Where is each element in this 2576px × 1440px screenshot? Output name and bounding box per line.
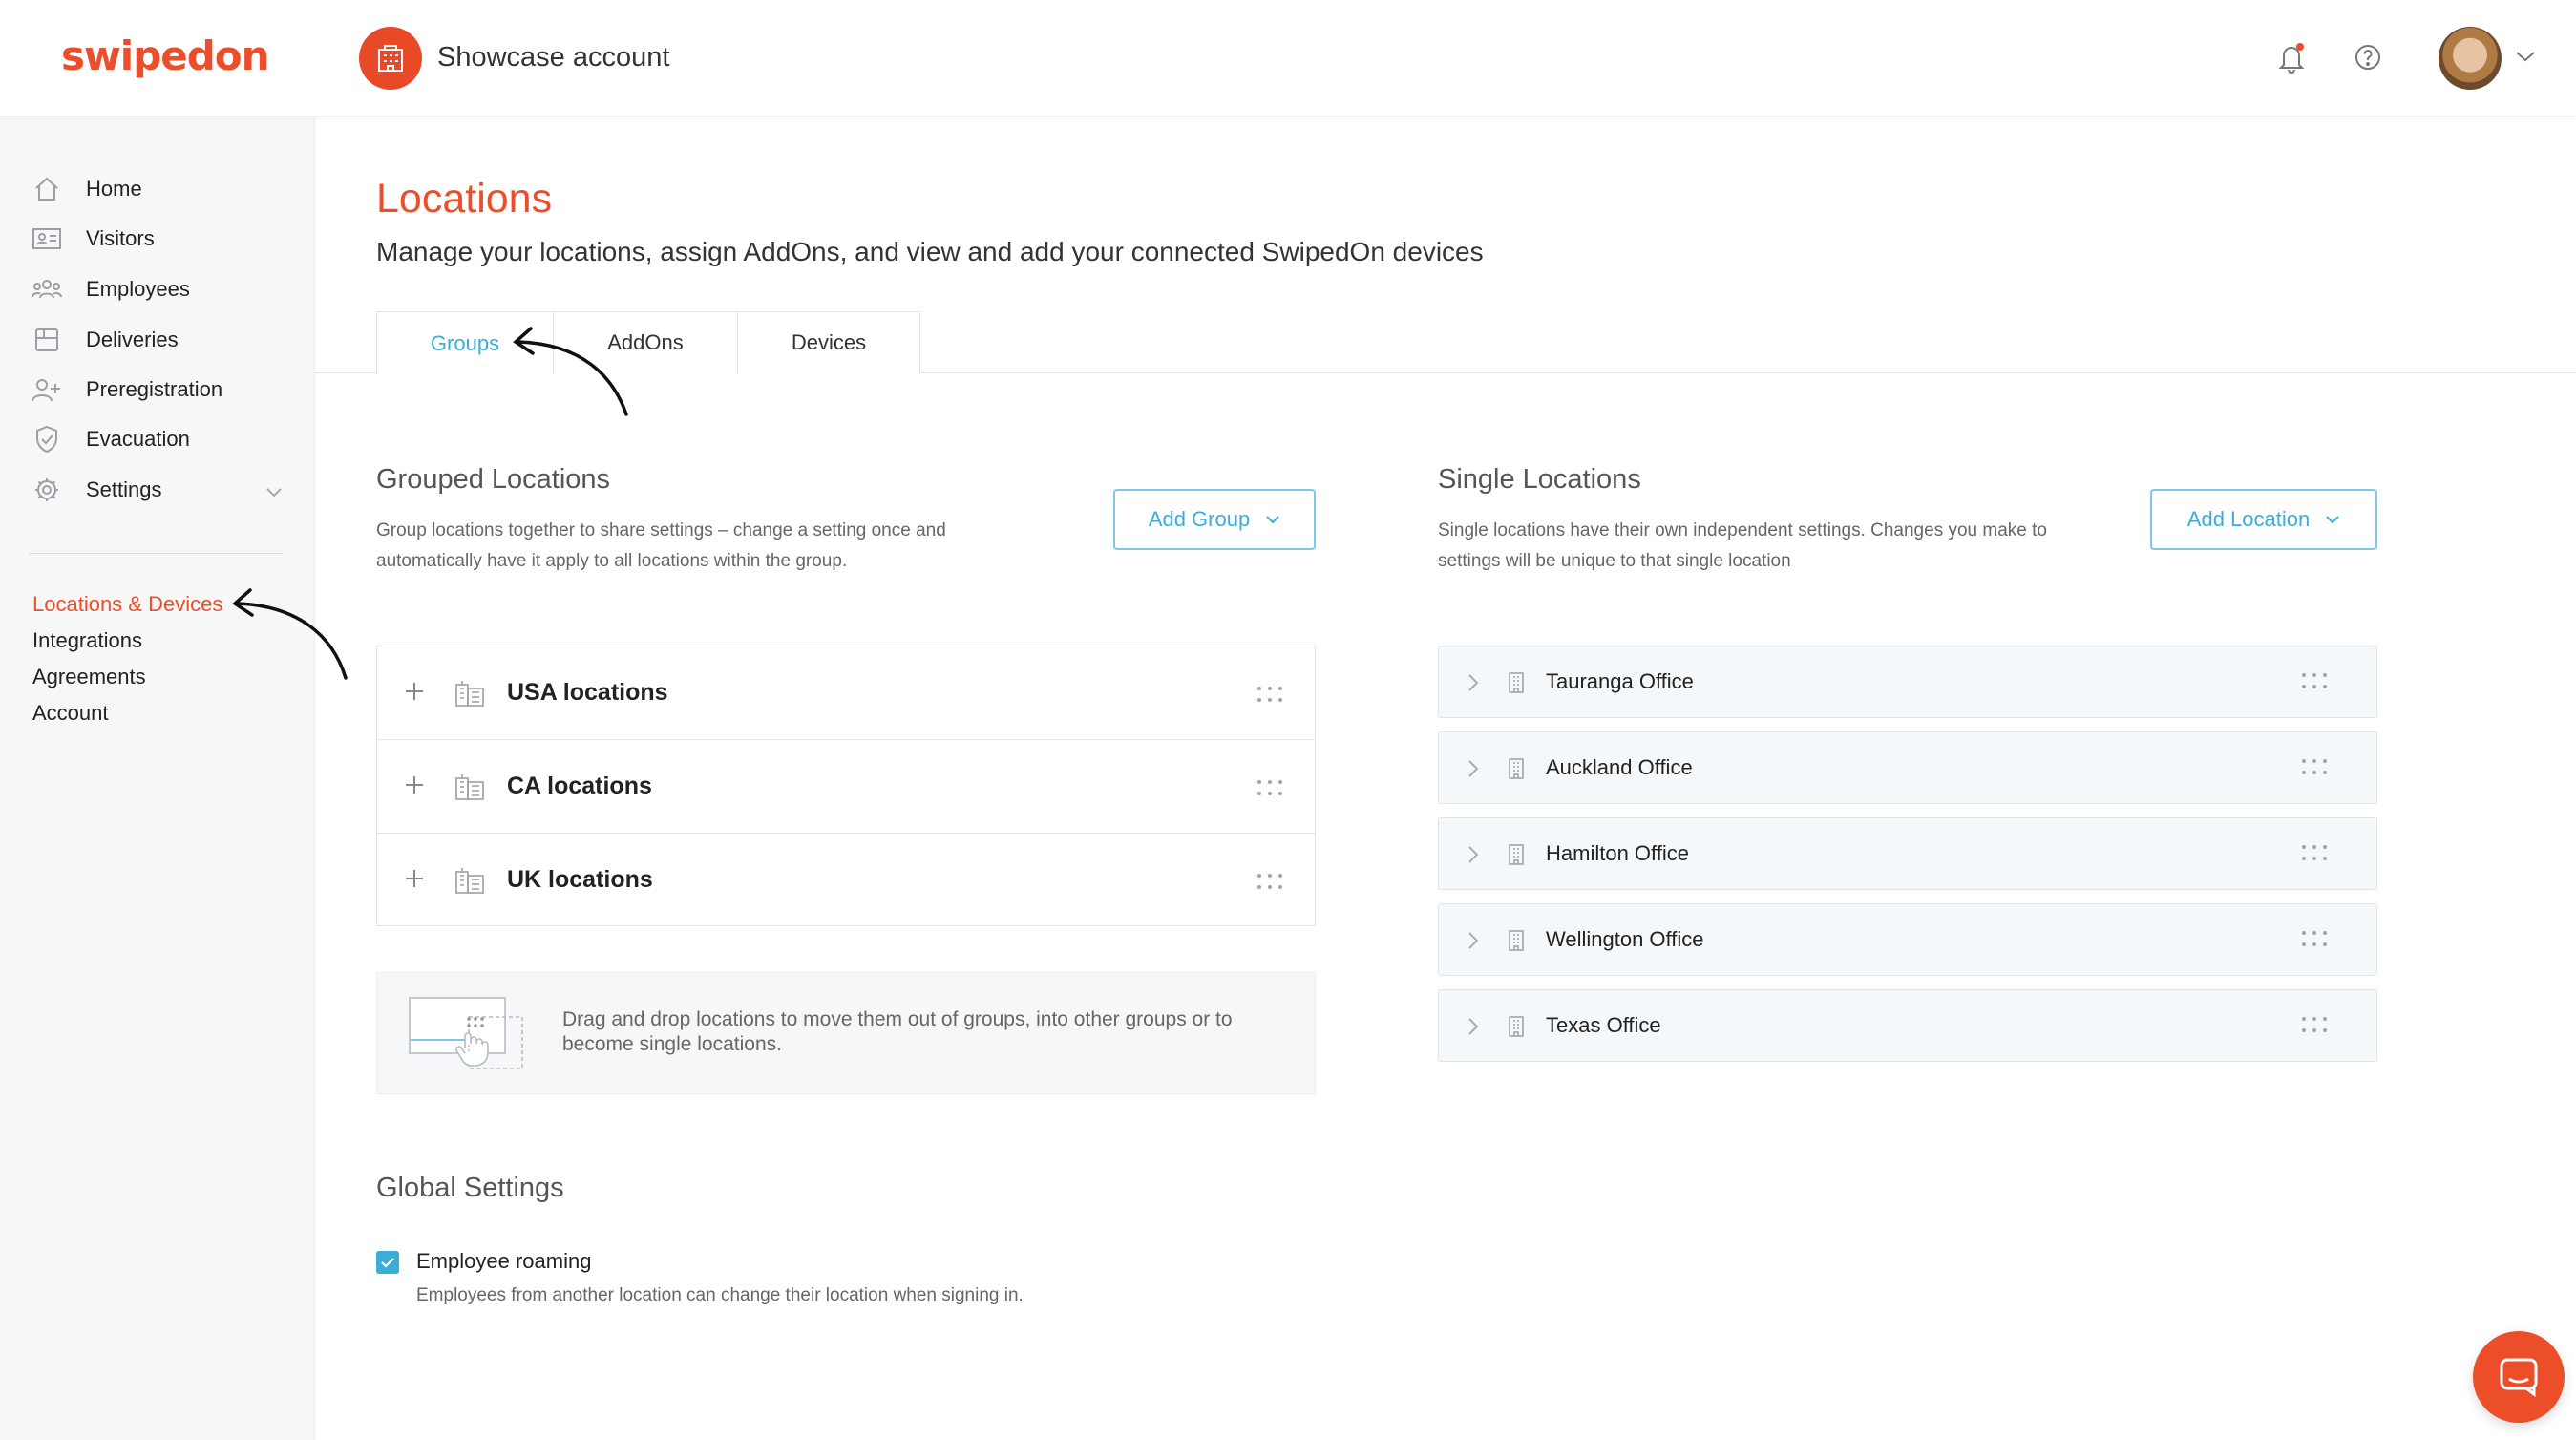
id-card-icon xyxy=(31,224,63,253)
sidebar-item-label: Visitors xyxy=(86,226,155,250)
building-icon[interactable] xyxy=(359,27,422,90)
location-name: Tauranga Office xyxy=(1546,669,1694,693)
single-locations-description xyxy=(1438,516,2125,577)
location-row-tauranga[interactable] xyxy=(1438,646,2377,718)
group-name: USA locations xyxy=(507,679,668,706)
page-title: Locations xyxy=(376,176,553,222)
description-line: automatically have it apply to all locations within the group. xyxy=(376,551,848,571)
sidebar-item-settings[interactable] xyxy=(31,471,162,509)
drag-handle-icon[interactable] xyxy=(2302,1017,2329,1036)
sidebar-item-employees[interactable] xyxy=(31,270,190,308)
description-line: Single locations have their own independent settings. Changes you make to xyxy=(1438,520,2047,540)
group-row-uk[interactable] xyxy=(377,834,1315,927)
chevron-right-icon[interactable] xyxy=(1467,845,1479,864)
swipedon-logo[interactable]: swipedon xyxy=(61,32,269,79)
location-row-hamilton[interactable] xyxy=(1438,817,2377,890)
sidebar-link-account[interactable]: Account xyxy=(32,701,109,725)
drag-drop-illustration-icon xyxy=(408,994,530,1074)
bell-icon[interactable] xyxy=(2276,42,2307,74)
group-row-ca[interactable] xyxy=(377,740,1315,834)
sidebar-item-label: Employees xyxy=(86,277,190,301)
chevron-down-icon xyxy=(2325,515,2340,524)
sidebar-item-label: Home xyxy=(86,177,142,201)
group-list xyxy=(376,646,1316,926)
drag-handle-icon[interactable] xyxy=(1257,780,1284,799)
tab-devices[interactable]: Devices xyxy=(737,311,920,373)
location-row-auckland[interactable] xyxy=(1438,731,2377,804)
gear-icon xyxy=(31,476,63,504)
location-name: Wellington Office xyxy=(1546,927,1704,951)
sidebar-item-preregistration[interactable] xyxy=(31,371,222,409)
sidebar-item-home[interactable] xyxy=(31,170,142,208)
expand-plus-icon[interactable] xyxy=(404,681,425,702)
chevron-down-icon[interactable] xyxy=(265,487,283,498)
building-icon xyxy=(1508,671,1525,694)
shield-icon xyxy=(31,425,63,454)
building-icon xyxy=(1508,757,1525,780)
user-plus-icon xyxy=(31,375,63,404)
chevron-right-icon[interactable] xyxy=(1467,1017,1479,1036)
page-subtitle: Manage your locations, assign AddOns, and view and add your connected SwipedOn devices xyxy=(376,237,1484,266)
account-name[interactable]: Showcase account xyxy=(437,42,670,73)
drag-drop-hint xyxy=(376,972,1316,1094)
chat-launcher-button[interactable] xyxy=(2473,1331,2565,1423)
building-icon xyxy=(1508,843,1525,866)
employee-roaming-checkbox[interactable] xyxy=(376,1251,399,1274)
sidebar-item-evacuation[interactable] xyxy=(31,420,190,458)
chevron-right-icon[interactable] xyxy=(1467,673,1479,692)
group-name: UK locations xyxy=(507,866,653,893)
sidebar-item-label: Evacuation xyxy=(86,427,190,451)
sidebar-link-agreements[interactable]: Agreements xyxy=(32,665,146,688)
expand-plus-icon[interactable] xyxy=(404,868,425,889)
sidebar-divider xyxy=(29,553,283,554)
sidebar xyxy=(0,116,315,1440)
drag-handle-icon[interactable] xyxy=(2302,759,2329,778)
group-name: CA locations xyxy=(507,773,652,799)
expand-plus-icon[interactable] xyxy=(404,774,425,795)
sidebar-item-visitors[interactable] xyxy=(31,220,155,258)
chevron-down-icon[interactable] xyxy=(2515,50,2536,63)
add-location-label: Add Location xyxy=(2186,507,2311,531)
grouped-locations-title: Grouped Locations xyxy=(376,464,611,495)
drag-handle-icon[interactable] xyxy=(1257,687,1284,706)
tab-groups[interactable]: Groups xyxy=(376,311,554,374)
building-icon xyxy=(454,773,486,801)
chevron-down-icon xyxy=(1265,515,1280,524)
avatar[interactable] xyxy=(2439,27,2502,90)
tab-addons[interactable]: AddOns xyxy=(553,311,738,373)
description-line: settings will be unique to that single location xyxy=(1438,551,1791,571)
single-locations-title: Single Locations xyxy=(1438,464,1641,495)
drag-handle-icon[interactable] xyxy=(2302,845,2329,864)
drag-drop-hint-text: Drag and drop locations to move them out of groups, into other groups or to become single locations. xyxy=(562,1008,1233,1055)
sidebar-item-deliveries[interactable] xyxy=(31,321,179,359)
building-icon xyxy=(1508,929,1525,952)
top-bar xyxy=(0,0,2576,116)
people-icon xyxy=(31,275,63,304)
building-icon xyxy=(454,866,486,895)
help-icon[interactable] xyxy=(2353,42,2383,73)
chevron-right-icon[interactable] xyxy=(1467,759,1479,778)
location-name: Texas Office xyxy=(1546,1013,1661,1037)
sidebar-item-label: Settings xyxy=(86,477,162,501)
building-icon xyxy=(1508,1015,1525,1038)
location-name: Auckland Office xyxy=(1546,755,1693,779)
location-row-texas[interactable] xyxy=(1438,989,2377,1062)
drag-handle-icon[interactable] xyxy=(1257,874,1284,893)
checkmark-icon xyxy=(380,1257,395,1268)
description-line: Group locations together to share settings – change a setting once and xyxy=(376,520,946,540)
drag-handle-icon[interactable] xyxy=(2302,673,2329,692)
chevron-right-icon[interactable] xyxy=(1467,931,1479,950)
employee-roaming-description: Employees from another location can change their location when signing in. xyxy=(416,1285,1024,1305)
add-location-button[interactable] xyxy=(2150,489,2377,550)
group-row-usa[interactable] xyxy=(377,646,1315,740)
chat-icon xyxy=(2498,1356,2540,1398)
home-icon xyxy=(31,175,63,203)
location-name: Hamilton Office xyxy=(1546,841,1689,865)
drag-handle-icon[interactable] xyxy=(2302,931,2329,950)
sidebar-item-label: Preregistration xyxy=(86,377,223,401)
sidebar-link-locations-devices[interactable]: Locations & Devices xyxy=(32,592,223,616)
sidebar-link-integrations[interactable]: Integrations xyxy=(32,628,142,652)
sidebar-item-label: Deliveries xyxy=(86,328,179,351)
add-group-button[interactable] xyxy=(1113,489,1316,550)
global-settings-title: Global Settings xyxy=(376,1173,564,1203)
employee-roaming-label[interactable]: Employee roaming xyxy=(416,1249,592,1273)
box-icon xyxy=(31,326,63,354)
building-icon xyxy=(454,679,486,708)
add-group-label: Add Group xyxy=(1148,507,1251,531)
grouped-locations-description xyxy=(376,516,1064,577)
location-row-wellington[interactable] xyxy=(1438,903,2377,976)
